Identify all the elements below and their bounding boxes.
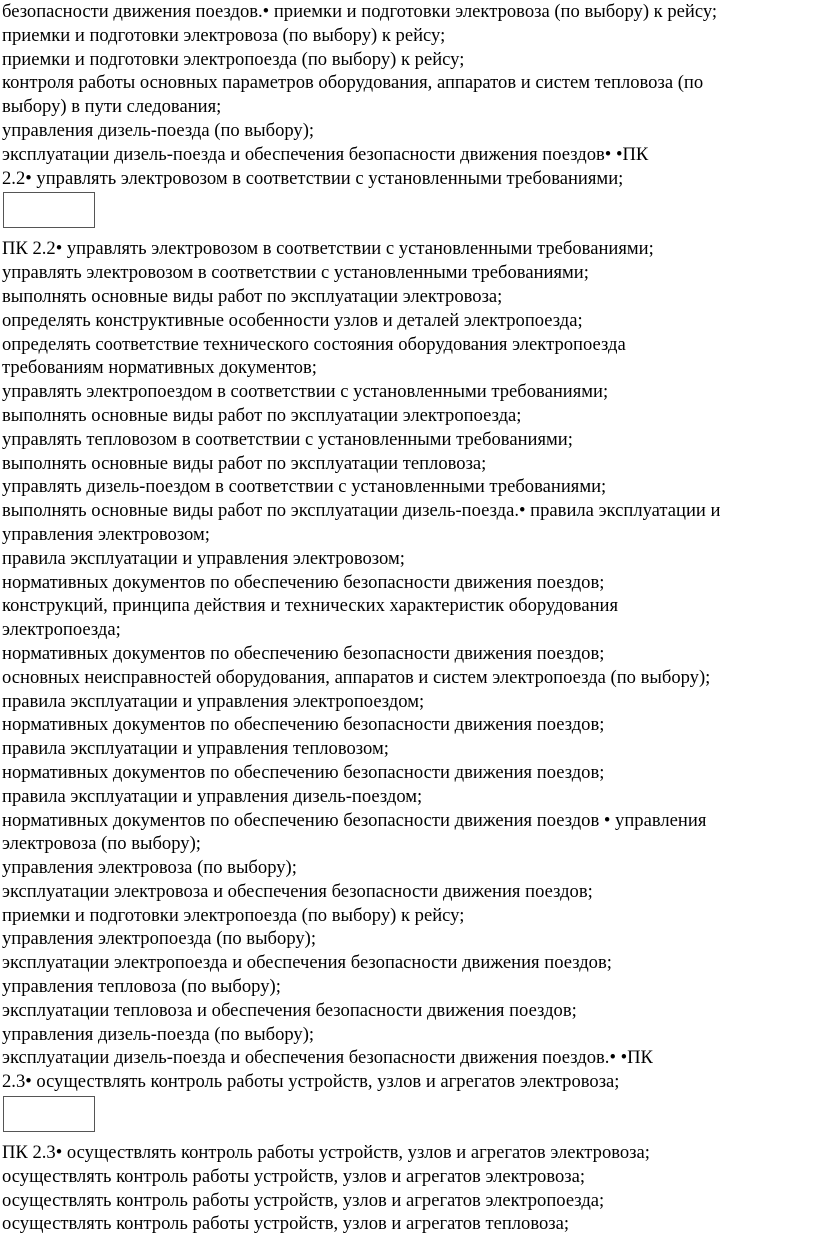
text-line: правила эксплуатации и управления электропоездом; (2, 690, 425, 712)
text-line: выбору) в пути следования; (2, 96, 222, 118)
text-line: нормативных документов по обеспечению безопасности движения поездов; (2, 761, 605, 783)
text-line: управлять тепловозом в соответствии с установленными требованиями; (2, 428, 573, 450)
text-line: эксплуатации тепловоза и обеспечения безопасности движения поездов; (2, 999, 577, 1021)
text-line: эксплуатации электропоезда и обеспечения безопасности движения поездов; (2, 952, 612, 974)
text-line: управлять электровозом в соответствии с установленными требованиями; (2, 262, 589, 284)
text-line: осуществлять контроль работы устройств, узлов и агрегатов электропоезда; (2, 1189, 605, 1211)
text-line: правила эксплуатации и управления тепловозом; (2, 738, 389, 760)
text-line: правила эксплуатации и управления электровозом; (2, 547, 405, 569)
text-line: нормативных документов по обеспечению безопасности движения поездов; (2, 642, 605, 664)
text-line: определять конструктивные особенности узлов и деталей электропоезда; (2, 309, 583, 331)
text-line: нормативных документов по обеспечению безопасности движения поездов; (2, 571, 605, 593)
text-line: выполнять основные виды работ по эксплуатации дизель-поезда.• правила эксплуатации и (2, 500, 721, 522)
text-line: эксплуатации дизель-поезда и обеспечения безопасности движения поездов.• •ПК (2, 1047, 653, 1069)
text-block-3 (2, 1141, 814, 1236)
text-line: требованиям нормативных документов; (2, 357, 317, 379)
text-line: приемки и подготовки электропоезда (по выбору) к рейсу; (2, 48, 465, 70)
text-line: эксплуатации электровоза и обеспечения безопасности движения поездов; (2, 880, 593, 902)
text-line: нормативных документов по обеспечению безопасности движения поездов; (2, 714, 605, 736)
text-line: конструкций, принципа действия и технических характеристик оборудования (2, 595, 619, 617)
empty-box-1 (3, 192, 95, 228)
text-line: управления дизель-поезда (по выбору); (2, 119, 315, 141)
text-line: выполнять основные виды работ по эксплуатации электропоезда; (2, 404, 522, 426)
text-line: управления дизель-поезда (по выбору); (2, 1023, 315, 1045)
text-line: основных неисправностей оборудования, аппаратов и систем электропоезда (по выбору); (2, 666, 711, 688)
text-line: эксплуатации дизель-поезда и обеспечения безопасности движения поездов• •ПК (2, 143, 649, 165)
text-line: управлять электропоездом в соответствии с установленными требованиями; (2, 381, 609, 403)
text-line: 2.2• управлять электровозом в соответствии с установленными требованиями; (2, 167, 624, 189)
text-line: приемки и подготовки электропоезда (по выбору) к рейсу; (2, 904, 465, 926)
text-line: осуществлять контроль работы устройств, узлов и агрегатов тепловоза; (2, 1213, 570, 1235)
text-line: ПК 2.3• осуществлять контроль работы устройств, узлов и агрегатов электровоза; (2, 1142, 650, 1164)
text-line: правила эксплуатации и управления дизель-поездом; (2, 785, 423, 807)
text-line: 2.3• осуществлять контроль работы устройств, узлов и агрегатов электровоза; (2, 1071, 620, 1093)
text-line: управления электровозом; (2, 523, 210, 545)
text-line: выполнять основные виды работ по эксплуатации тепловоза; (2, 452, 487, 474)
text-line: приемки и подготовки электровоза (по выбору) к рейсу; (2, 24, 446, 46)
text-line: нормативных документов по обеспечению безопасности движения поездов • управления (2, 809, 707, 831)
text-line: осуществлять контроль работы устройств, узлов и агрегатов электровоза; (2, 1165, 586, 1187)
text-line: управлять дизель-поездом в соответствии с установленными требованиями; (2, 476, 607, 498)
text-line: управления электровоза (по выбору); (2, 857, 297, 879)
document-body (2, 0, 814, 1236)
text-line: безопасности движения поездов.• приемки и подготовки электровоза (по выбору) к рейсу; (2, 1, 718, 22)
text-line: электропоезда; (2, 619, 121, 641)
text-line: управления электропоезда (по выбору); (2, 928, 317, 950)
text-line: выполнять основные виды работ по эксплуатации электровоза; (2, 285, 503, 307)
text-line: управления тепловоза (по выбору); (2, 976, 281, 998)
empty-box-2 (3, 1096, 95, 1132)
text-line: ПК 2.2• управлять электровозом в соответствии с установленными требованиями; (2, 238, 654, 260)
text-block-1 (2, 0, 814, 190)
text-line: контроля работы основных параметров оборудования, аппаратов и систем тепловоза (по (2, 72, 704, 94)
text-line: электровоза (по выбору); (2, 833, 201, 855)
text-line: определять соответствие технического состояния оборудования электропоезда (2, 333, 626, 355)
text-block-2 (2, 237, 814, 1094)
